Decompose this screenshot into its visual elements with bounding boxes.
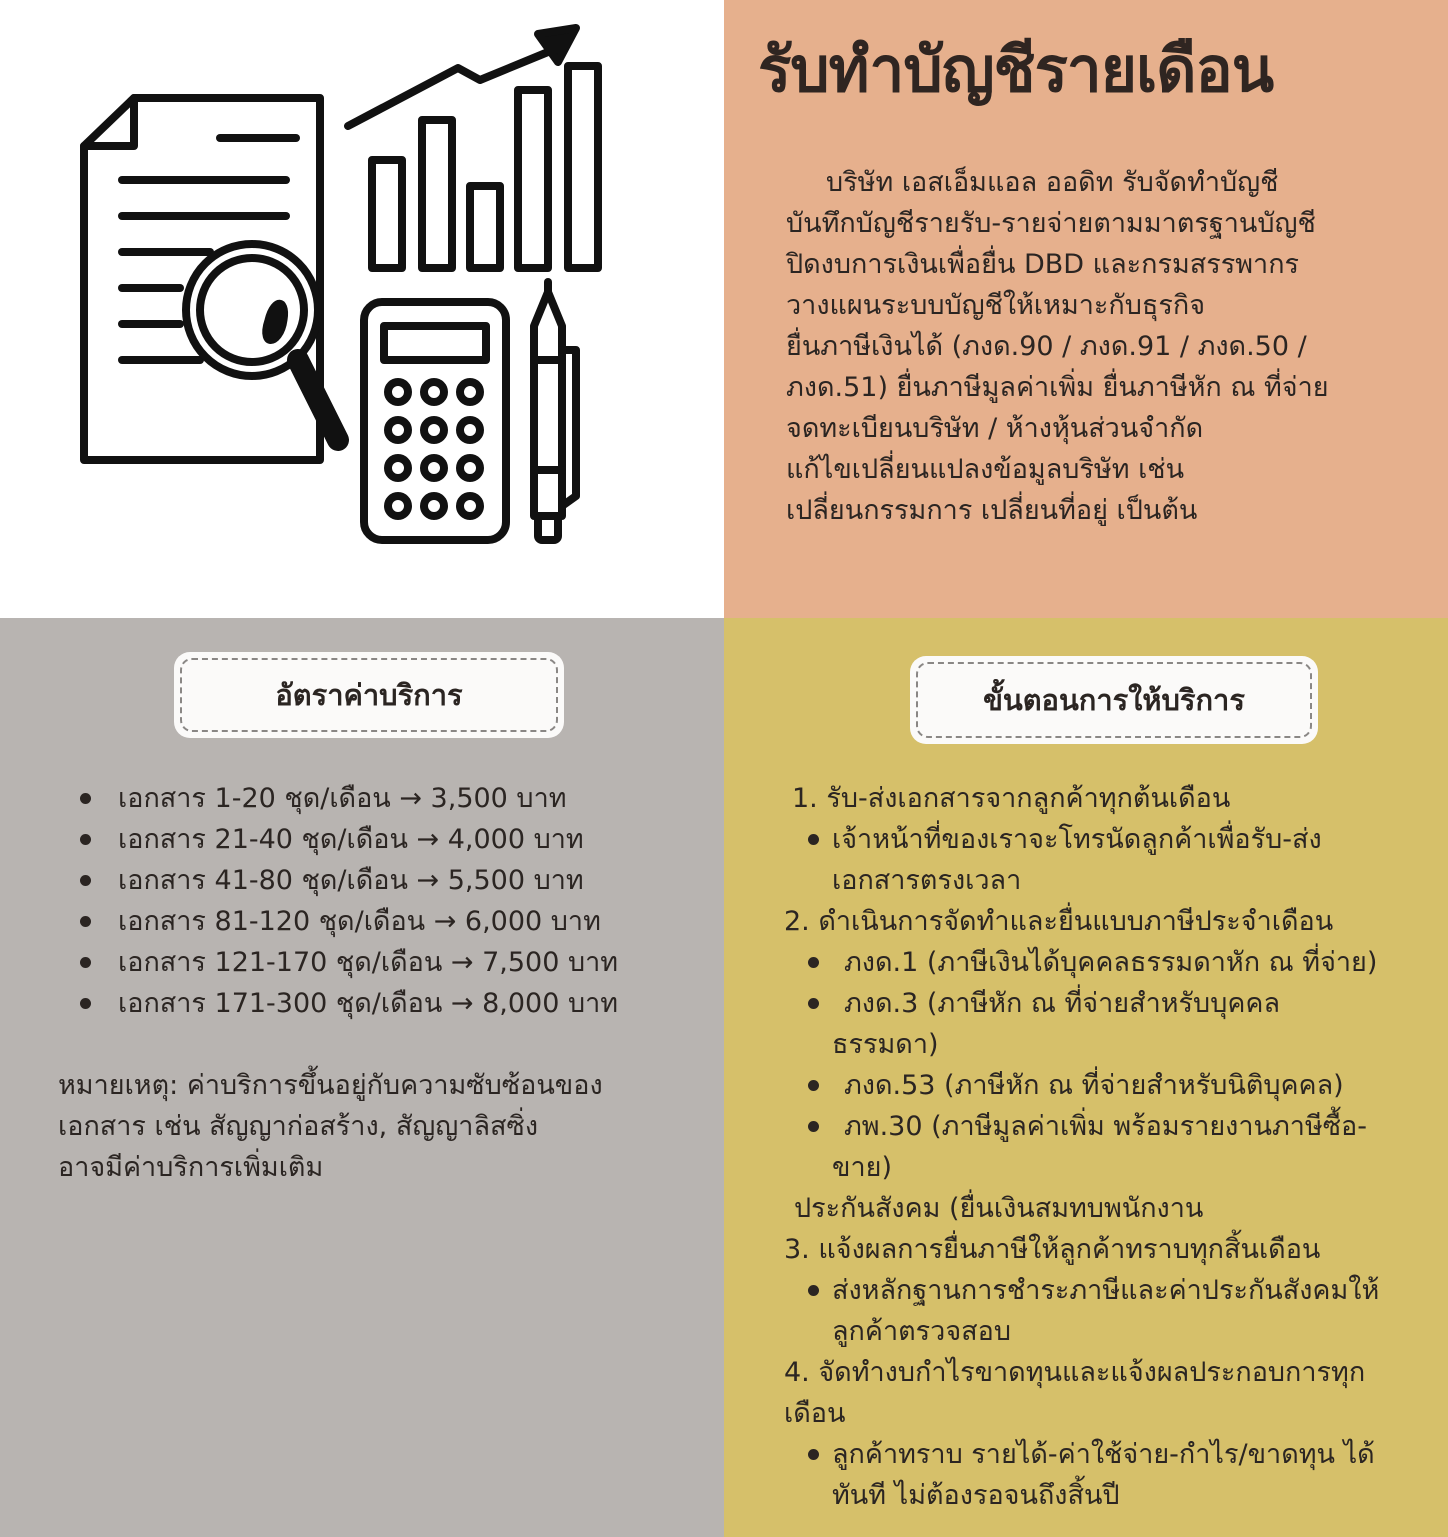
step-detail: ลูกค้าตรวจสอบ: [832, 1316, 1011, 1347]
intro-line: ภงด.51) ยื่นภาษีมูลค่าเพิ่ม ยื่นภาษีหัก ณ ที่จ่าย: [786, 372, 1329, 403]
rate-text: เอกสาร 121-170 ชุด/เดือน → 7,500 บาท: [118, 947, 619, 978]
step-heading: เดือน: [784, 1398, 846, 1429]
step-detail: ทันที ไม่ต้องรอจนถึงสิ้นปี: [832, 1480, 1120, 1511]
rate-text: เอกสาร 21-40 ชุด/เดือน → 4,000 บาท: [118, 824, 584, 855]
rates-list: [78, 778, 718, 1024]
step-heading: 3. แจ้งผลการยื่นภาษีให้ลูกค้าทราบทุกสิ้นเดือน: [784, 1234, 1321, 1265]
bullet-icon: [80, 834, 91, 845]
step-heading: 2. ดำเนินการจัดทำและยื่นแบบภาษีประจำเดือน: [784, 906, 1334, 937]
intro-text: [786, 162, 1426, 531]
step-detail: ประกันสังคม (ยื่นเงินสมทบพนักงาน: [794, 1193, 1204, 1224]
list-item: [78, 983, 718, 1024]
step-detail: เอกสารตรงเวลา: [832, 865, 1022, 896]
intro-line: บริษัท เอสเอ็มแอล ออดิท รับจัดทำบัญชี: [826, 167, 1279, 198]
step-detail: ขาย): [832, 1152, 892, 1183]
rate-text: เอกสาร 171-300 ชุด/เดือน → 8,000 บาท: [118, 988, 619, 1019]
bullet-icon: [808, 1449, 819, 1460]
magnifier-icon: [186, 244, 338, 440]
step-detail: ส่งหลักฐานการชำระภาษีและค่าประกันสังคมให้: [832, 1275, 1380, 1306]
step-detail: ภงด.53 (ภาษีหัก ณ ที่จ่ายสำหรับนิติบุคคล): [844, 1070, 1344, 1101]
intro-line: แก้ไขเปลี่ยนแปลงข้อมูลบริษัท เช่น: [786, 454, 1185, 485]
rate-text: เอกสาร 81-120 ชุด/เดือน → 6,000 บาท: [118, 906, 601, 937]
bullet-icon: [80, 998, 91, 1009]
pen-icon: [534, 282, 576, 540]
intro-line: ปิดงบการเงินเพื่อยื่น DBD และกรมสรรพากร: [786, 249, 1300, 280]
calculator-icon: [364, 302, 506, 540]
bullet-icon: [80, 916, 91, 927]
intro-line: เปลี่ยนกรรมการ เปลี่ยนที่อยู่ เป็นต้น: [786, 495, 1198, 526]
step-detail: ภพ.30 (ภาษีมูลค่าเพิ่ม พร้อมรายงานภาษีซื้อ-: [844, 1111, 1368, 1142]
list-item: [78, 819, 718, 860]
trend-arrow-icon: [348, 28, 576, 126]
note-line: หมายเหตุ: ค่าบริการขึ้นอยู่กับความซับซ้อนของ: [58, 1070, 603, 1101]
step-detail: ลูกค้าทราบ รายได้-ค่าใช้จ่าย-กำไร/ขาดทุน ได้: [832, 1439, 1375, 1470]
step-heading: 1. รับ-ส่งเอกสารจากลูกค้าทุกต้นเดือน: [792, 783, 1231, 814]
bullet-icon: [808, 1121, 819, 1132]
step-detail: ภงด.1 (ภาษีเงินได้บุคคลธรรมดาหัก ณ ที่จ่าย): [844, 947, 1378, 978]
accounting-illustration: [60, 20, 620, 560]
rate-text: เอกสาร 41-80 ชุด/เดือน → 5,500 บาท: [118, 865, 584, 896]
bullet-icon: [80, 875, 91, 886]
illustration-panel: [0, 0, 724, 618]
note-line: อาจมีค่าบริการเพิ่มเติม: [58, 1152, 324, 1183]
note-line: เอกสาร เช่น สัญญาก่อสร้าง, สัญญาลิสซิ่ง: [58, 1111, 539, 1142]
bullet-icon: [808, 998, 819, 1009]
rates-note: [58, 1065, 698, 1188]
steps-heading-badge: [910, 656, 1318, 744]
bullet-icon: [808, 957, 819, 968]
bullet-icon: [808, 1285, 819, 1296]
rates-heading: อัตราค่าบริการ: [275, 678, 463, 712]
bullet-icon: [80, 957, 91, 968]
step-detail: ภงด.3 (ภาษีหัก ณ ที่จ่ายสำหรับบุคคล: [844, 988, 1280, 1019]
intro-line: จดทะเบียนบริษัท / ห้างหุ้นส่วนจำกัด: [786, 413, 1204, 444]
list-item: [78, 778, 718, 819]
list-item: [78, 942, 718, 983]
steps-heading: ขั้นตอนการให้บริการ: [983, 683, 1245, 717]
page-title: รับทำบัญชีรายเดือน: [758, 33, 1274, 106]
step-detail: เจ้าหน้าที่ของเราจะโทรนัดลูกค้าเพื่อรับ-ส่ง: [832, 824, 1322, 855]
steps-panel: [724, 618, 1448, 1537]
intro-panel: [724, 0, 1448, 618]
step-heading: 4. จัดทำงบกำไรขาดทุนและแจ้งผลประกอบการทุก: [784, 1357, 1366, 1388]
intro-line: บันทึกบัญชีรายรับ-รายจ่ายตามมาตรฐานบัญชี: [786, 208, 1316, 239]
list-item: [78, 901, 718, 942]
rates-panel: [0, 618, 724, 1537]
step-detail: ธรรมดา): [832, 1029, 939, 1060]
bullet-icon: [808, 1080, 819, 1091]
intro-line: วางแผนระบบบัญชีให้เหมาะกับธุรกิจ: [786, 290, 1206, 321]
bullet-icon: [80, 793, 91, 804]
intro-line: ยื่นภาษีเงินได้ (ภงด.90 / ภงด.91 / ภงด.50 /: [786, 331, 1307, 362]
list-item: [78, 860, 718, 901]
rate-text: เอกสาร 1-20 ชุด/เดือน → 3,500 บาท: [118, 783, 567, 814]
rates-heading-badge: [174, 652, 564, 738]
bullet-icon: [808, 834, 819, 845]
